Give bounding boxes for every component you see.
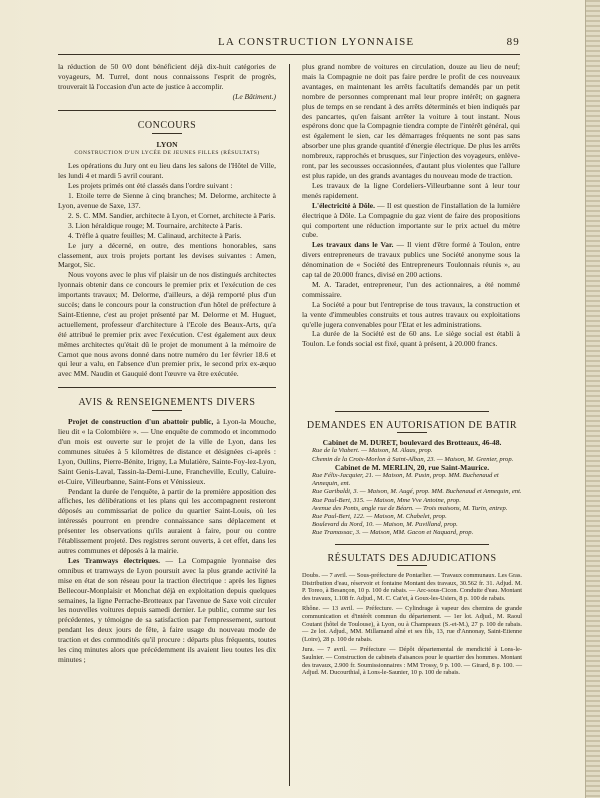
lycee-caption: CONSTRUCTION D'UN LYCÉE DE JEUNES FILLES (RÉSULTATS) bbox=[74, 150, 260, 157]
permit-entry: Rue de la Viabert. — Maison, M. Alaas, prop. bbox=[312, 447, 433, 455]
section-rule bbox=[335, 544, 489, 545]
page-binding bbox=[585, 0, 600, 798]
tramways-heading: Les Tramways électriques. bbox=[68, 555, 161, 565]
concours-heading: CONCOURS bbox=[137, 119, 197, 131]
paragraph: Le jury a décerné, en outre, des mentions honorables, sans classement, aux trois projets portant les devises suivantes : Amen, Margot, Sic. bbox=[58, 240, 276, 270]
permit-entry: Rue Félix-Jacquier, 21. — Maison, M. Pusin, prop. MM. Buchenaud et Annequin, ent. bbox=[312, 472, 499, 488]
paragraph: Les travaux de la ligne Cordeliers-Villeurbanne sont à leur tour menés rapidement. bbox=[302, 180, 520, 200]
page-number: 89 bbox=[506, 36, 520, 48]
paragraph: M. A. Taradet, entrepreneur, l'un des actionnaires, a été nommé commissaire. bbox=[302, 279, 520, 299]
intro-text: la réduction de 50 0/0 dont bénéficient déjà dix-huit catégories de voyageurs, M. Turrel, dont nous connaissons l'esprit de progrès, trouverait là l'occasion d'un acte de justice à accomplir. bbox=[58, 62, 276, 91]
section-rule bbox=[335, 411, 489, 412]
paragraph: La Société a pour but l'entreprise de tous travaux, la construction et la vente d'immeubles construits et tous autres travaux ou exploitations qu'elle jugera convenables pour l'Etat et les administrations. bbox=[302, 299, 520, 329]
column-divider bbox=[289, 64, 290, 786]
ranking-item: 4. Trèfle à quatre feuilles; M. Calinaud, architecte à Paris. bbox=[68, 230, 242, 240]
journal-title: LA CONSTRUCTION LYONNAISE bbox=[218, 36, 415, 48]
paragraph: Pendant la durée de l'enquête, à partir de la première apposition des affiches, les délibérations et les plans qui les accompagnent resteront déposés au commissariat de police du quartier Saint-Louis, où les intéressés pourront en prendre connaissance sans déplacement et présenter les observations qu'ils auraient à faire, pour ou contre l'établissement projeté. Des registres seront ouverts, à cet effet, dans les autres communes et déposés à la mairie. bbox=[58, 486, 276, 555]
permit-entry: Rue Paul-Bert, 122. — Maison, M. Chabelet, prop. bbox=[312, 513, 447, 521]
permit-entry: Boulevard du Nord, 10. — Maison, M. Puvilland, prop. bbox=[312, 521, 458, 529]
paragraph: plus grand nombre de voitures en circulation, douze au lieu de neuf; mais la Compagnie ne doit pas faire perdre le profit de ces nouveaux avantages, en maintenant les arrêts facultatifs demandés par un petit nombre de personnes comprenant mal leur propre intérêt; on gagnera plus de temps en se rendant à des arrêts déterminés et bien indiqués par des pancartes, qu'en faisant arrêter la voiture à tout instant. Nous espérons donc que la Compagnie tiendra compte de l'intérêt général, qui est également le sien, car les démarrages fréquents ne sont pas sans absorber une plus grande quantité d'énergie électrique. De plus les arrêts nombreux, rapprochés et brusques, sur l'injection des voyageurs, enlève-ront, par les secousses occasionnées, d'autant plus violentes que l'allure est plus rapide, un des grands avantages du nouveau mode de traction. bbox=[302, 62, 520, 180]
left-column bbox=[58, 62, 276, 665]
adjudication-doubs: Doubs. — 7 avril. — Sous-préfecture de Pontarlier. — Travaux communaux. Les Gras. Distribution d'eau, réservoir et fontaine Montant des travaux, 30.562 fr. 31. Adjud. M. P. Toreo, à Besançon, 10 p. 100 de rabais. — Arc-sous-Cicon. Conduite d'eau. Montant des travaux, 1.108 fr. Adjud., M. C. Cat'et, à Goux-les-Usiers, 8 p. 100 de rabais. bbox=[302, 571, 522, 603]
permit-entry: Chemin de la Croix-Morlon à Saint-Alban, 23. — Maison, M. Grenier, prop. bbox=[312, 455, 514, 463]
avis-heading: AVIS & RENSEIGNEMENTS DIVERS bbox=[78, 397, 256, 409]
paragraph: Les opérations du Jury ont eu lieu dans les salons de l'Hôtel de Ville, les lundi 4 et mardi 5 avril courant. bbox=[58, 161, 276, 181]
listings-block bbox=[302, 405, 522, 677]
permit-entry: Rue Tramassac, 3. — Maison, MM. Gacon et Naquard, prop. bbox=[312, 529, 474, 537]
tramways-text: — La Compagnie lyonnaise des omnibus et tramways de Lyon poursuit avec la plus grande activité la mise en état de son réseau pour la traction électrique : après les lignes Bellecour-Monplaisir et Monchat déjà en exploitation depuis quelques semaines, la ligne Perrache-Brotteaux par l'avenue de Saxe voit circuler les nouvelles voitures depuis samedi dernier. Le public, comme sur les précédentes, y témoigne de sa satisfaction par l'empressement, surtout pendant les deux jours de fête, à faire usage du nouveau mode de traction et des commodités qu'il procure : départs plus fréquents, toutes les cinq minutes alors que précédemment ils avaient lieu toutes les dix minutes ; bbox=[58, 555, 277, 664]
adjudication-rhone: Rhône. — 13 avril. — Préfecture. — Cylindrage à vapeur des chemins de grande communication et d'intérêt commun du département. — 1er lot. Adjud., M. Raoul Coutant (hôtel de Toulouse), à Lyon, ou à Champeaux (S.-et-M.), 27 p. 100 de rabais. — 2e lot. Adjud., MM. Millamand aîné et ses fils, 13, rue d'Annonay, Saint-Etienne (Loire), 28 p. 100 de rabais. bbox=[302, 605, 522, 644]
autorisation-heading: DEMANDES EN AUTORISATION DE BATIR bbox=[306, 420, 518, 431]
paragraph: Les projets primés ont été classés dans l'ordre suivant : bbox=[68, 181, 233, 191]
abattoir-heading: Projet de construction d'un abattoir public, bbox=[68, 417, 214, 427]
intro-signature: (Le Bâtiment.) bbox=[232, 91, 276, 101]
running-header bbox=[58, 36, 520, 50]
var-text: — Il vient d'être formé à Toulon, entre divers entrepreneurs de travaux publics une Société anonyme sous la dénomination de « Société des Entrepreneurs Toulonnais réunis », au cap tal de 20.000 francs, divisé en 200 actions. bbox=[302, 240, 520, 280]
adjudications-heading: RÉSULTATS DES ADJUDICATIONS bbox=[327, 552, 497, 564]
lyon-heading: LYON bbox=[156, 139, 178, 149]
ranking-item: 3. Lion héraldique rouge; M. Tournaire, architecte à Paris. bbox=[68, 220, 243, 230]
permit-entry: Rue Garibaldi, 3. — Maison, M. Augé, prop. MM. Buchenaud et Annequin, ent. bbox=[312, 488, 522, 496]
header-rule bbox=[58, 54, 520, 55]
autorisation-rule bbox=[397, 432, 427, 433]
paragraph: La durée de la Société est de 60 ans. Le siège social est établi à Toulon. Le fonds social est fixé, quant à présent, à 20.000 francs. bbox=[302, 329, 520, 349]
dole-text: — Il est question de l'installation de la lumière électrique à Dôle. La Compagnie du gaz vient de faire des propositions qui comportent une réduction importante sur le prix actuel du mètre cube. bbox=[302, 200, 520, 240]
right-column bbox=[302, 62, 520, 349]
abattoir-text: à Lyon-la Mouche, lieu dit « la Colombière ». — Une enquête de commodo et incommodo d'un mois est ouverte sur le projet de la ville de Lyon, dans les communes situées à 5 kilomètres de distance et désignées ci-après : Lyon, Oullins, Pierre-Bénite, Irigny, La Mulatière, Sainte-Foy-lez-Lyon, Saint Genis-Laval, Tassin-la-Demi-Lune, Francheville, Ecully, Caluire-et-Cuire, Villeurbanne, Saint-Fons et Vénissieux. bbox=[58, 417, 276, 486]
section-rule bbox=[58, 110, 276, 111]
cabinet-duret: Cabinet de M. DURET, boulevard des Brotteaux, 46-48. bbox=[322, 438, 502, 448]
ranking-item: 1. Etoile terre de Sienne à cinq branches; M. Delorme, architecte à Lyon, avenue de Saxe, 137. bbox=[58, 191, 276, 210]
section-rule bbox=[58, 387, 276, 388]
permit-entry: Avenue des Ponts, angle rue de Béarn. — Trois maisons, M. Turin, entrep. bbox=[312, 504, 508, 512]
cabinet-merlin: Cabinet de M. MERLIN, 20, rue Saint-Maurice. bbox=[334, 462, 490, 472]
paragraph: Nous voyons avec le plus vif plaisir un de nos distingués architectes lyonnais obtenir dans ce concours le premier prix et l'exécution de ces importants travaux; M. Delorme, d'ailleurs, a déjà remporté plus d'un succès; dans le concours pour la construction d'un hôtel de préfecture à Saint-Etienne, c'est au projet présenté par M. Delorme et M. Huguet, actuellement, professeur d'architecture à l'Ecole des Beaux-Arts, qu'a été attribué le premier prix avec l'exécution. C'est également aux deux mêmes architectes qu'était dû le projet de monument à la mémoire de Carnot que nous avons donné dans notre numéro du 1er février 18.6 et qui leur a valu, en l'absence d'un premier prix, le second prix ex-æquo avec MM. Naudin et Gauquié dont l'œuvre va être exécutée. bbox=[58, 270, 276, 379]
adjudication-jura: Jura. — 7 avril. — Préfecture — Dépôt départemental de mendicité à Lons-le-Saulnier. — Construction de cabinets d'aisances pour le quartier des hommes. Montant des travaux, 2.900 fr. Soumissionnaires : MM Trossy, 9 p. 100. — Girard, 8 p. 100. — Adjud. M. Ducourthial, à Lons-le-Saunier, 10 p. 100 de rabais. bbox=[302, 646, 522, 677]
avis-rule bbox=[152, 410, 182, 411]
adjudications-rule bbox=[397, 565, 427, 566]
concours-rule bbox=[152, 133, 182, 134]
dole-heading: L'électricité à Dôle. bbox=[312, 200, 375, 210]
ranking-item: 2. S. C. MM. Sandier, architecte à Lyon, et Cornet, architecte à Paris. bbox=[68, 210, 276, 220]
permit-entry: Rue Paul-Bert, 315. — Maison, Mme Vve Antoine, prop. bbox=[312, 496, 461, 504]
var-heading: Les travaux dans le Var. bbox=[312, 240, 394, 250]
